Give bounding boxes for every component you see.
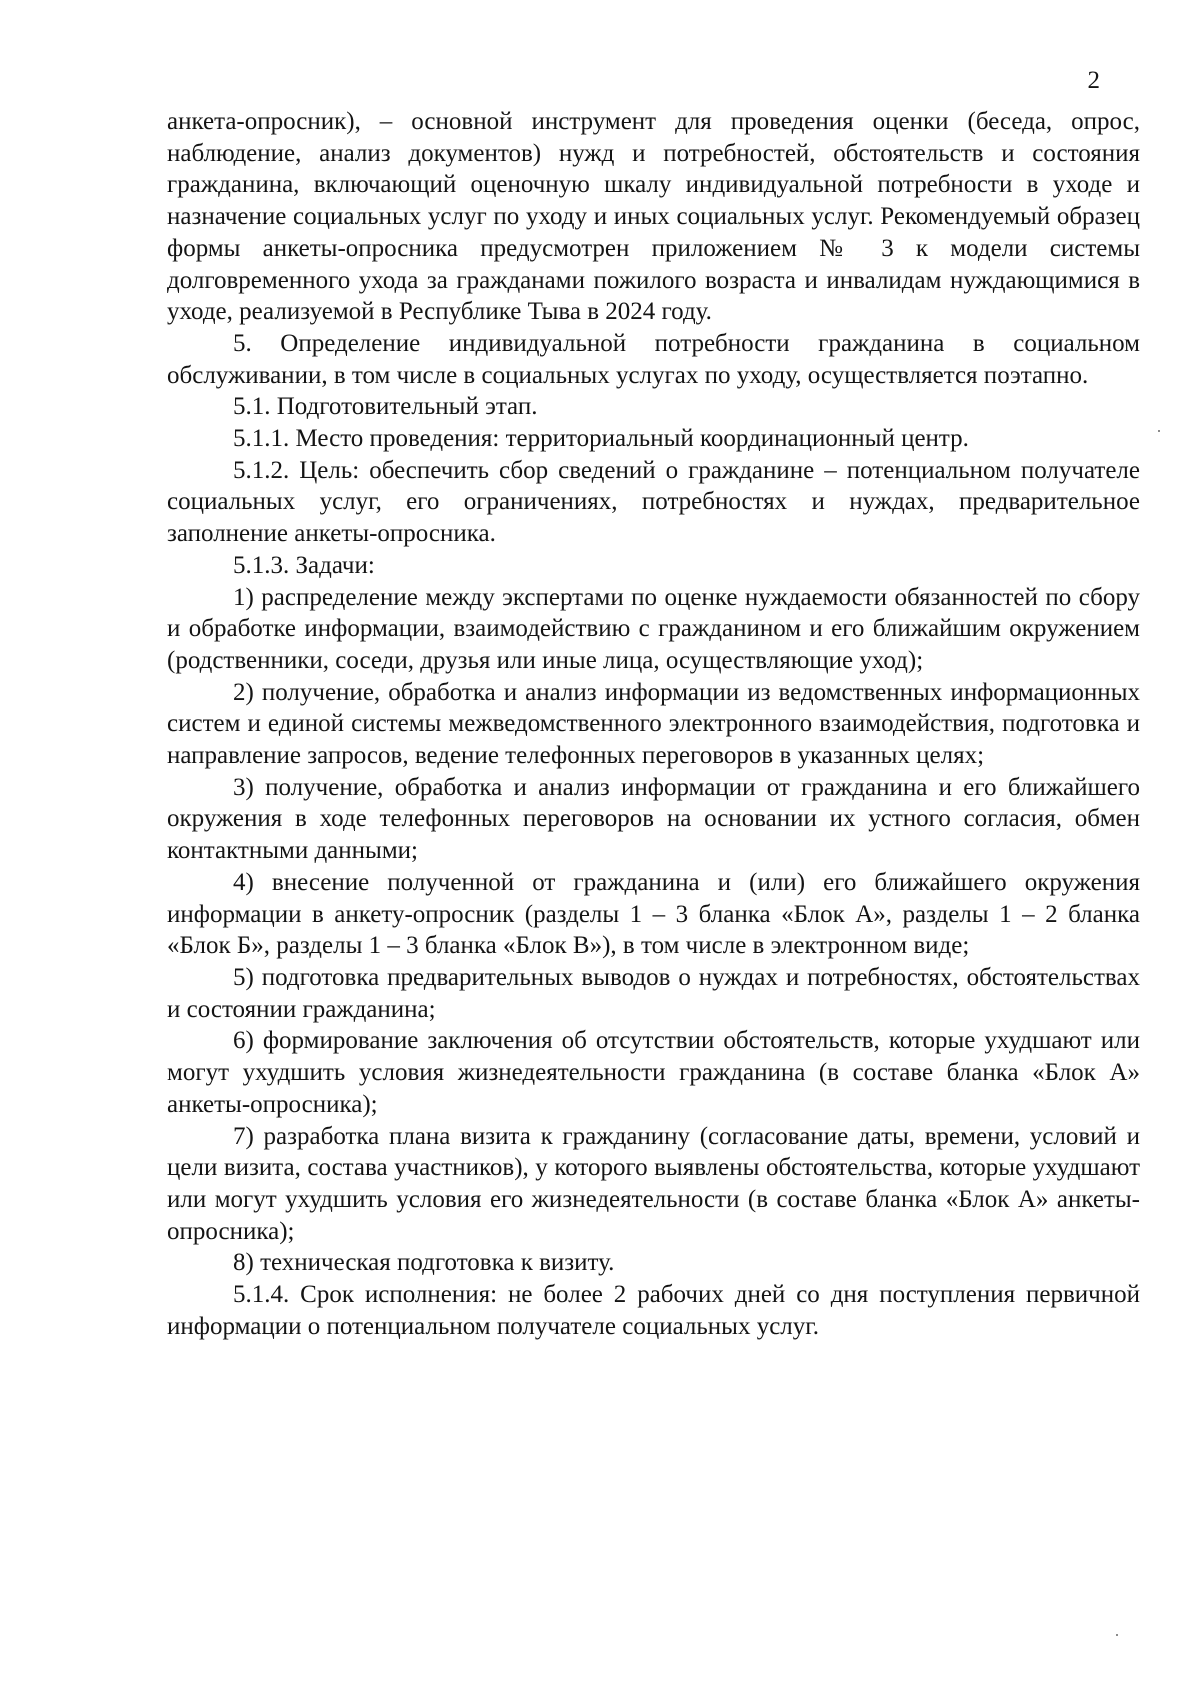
- list-item-3: 3) получение, обработка и анализ информации от гражданина и его ближайшего окружения в ходе телефонных переговоров на основании их устного согласия, обмен контактными данными;: [167, 773, 1140, 865]
- body-text: [167, 106, 1140, 1342]
- list-item-7: 7) разработка плана визита к гражданину (согласование даты, времени, условий и цели визита, состава участников), у которого выявлены обстоятельства, которые ухудшают или могут ухудшить условия его жизнедеятельности (в составе бланка «Блок А» анкеты-опросника);: [167, 1122, 1140, 1245]
- page-number: 2: [1087, 67, 1100, 94]
- paragraph-5: 5. Определение индивидуальной потребности гражданина в социальном обслуживании, в том числе в социальных услугах по уходу, осуществляется поэтапно.: [167, 329, 1140, 389]
- list-item-5: 5) подготовка предварительных выводов о нуждах и потребностях, обстоятельствах и состоянии гражданина;: [167, 963, 1140, 1023]
- list-item-1: 1) распределение между экспертами по оценке нуждаемости обязанностей по сбору и обработке информации, взаимодействию с гражданином и его ближайшим окружением (родственники, соседи, друзья или иные лица, осуществляющие уход);: [167, 583, 1140, 674]
- list-item-8: 8) техническая подготовка к визиту.: [233, 1249, 615, 1277]
- paragraph-5-1-4: 5.1.4. Срок исполнения: не более 2 рабочих дней со дня поступления первичной информации о потенциальном получателе социальных услуг.: [167, 1281, 1140, 1340]
- list-item-6: 6) формирование заключения об отсутствии обстоятельств, которые ухудшают или могут ухудшить условия жизнедеятельности гражданина (в составе бланка «Блок А» анкеты-опросника);: [167, 1027, 1140, 1118]
- paragraph-5-1-1: 5.1.1. Место проведения: территориальный координационный центр.: [233, 425, 969, 453]
- scan-speck: [1158, 430, 1160, 432]
- scan-speck: [1116, 1634, 1118, 1636]
- paragraph-5-1-3: 5.1.3. Задачи:: [233, 551, 375, 579]
- paragraph-5-1-2: 5.1.2. Цель: обеспечить сбор сведений о гражданине – потенциальном получателе социальных услуг, его ограничениях, потребностях и нуждах, предварительное заполнение анкеты-опросника.: [167, 456, 1140, 548]
- list-item-4: 4) внесение полученной от гражданина и (или) его ближайшего окружения информации в анкету-опросник (разделы 1 – 3 бланка «Блок А», разделы 1 – 2 бланка «Блок Б», разделы 1 – 3 бланка «Блок В»), в том числе в электронном виде;: [167, 868, 1140, 960]
- paragraph-intro-continuation: анкета-опросник), – основной инструмент для проведения оценки (беседа, опрос, наблюдение, анализ документов) нужд и потребностей, обстоятельств и состояния гражданина, включающий оценочную шкалу индивидуальной потребности в уходе и назначение социальных услуг по уходу и иных социальных услуг. Рекомендуемый образец формы анкеты-опросника предусмотрен приложением № 3 к модели системы долговременного ухода за гражданами пожилого возраста и инвалидам нуждающимися в уходе, реализуемой в Республике Тыва в 2024 году.: [167, 108, 1140, 326]
- paragraph-5-1: 5.1. Подготовительный этап.: [233, 393, 538, 421]
- list-item-2: 2) получение, обработка и анализ информации из ведомственных информационных систем и единой системы межведомственного электронного взаимодействия, подготовка и направление запросов, ведение телефонных переговоров в указанных целях;: [167, 678, 1140, 770]
